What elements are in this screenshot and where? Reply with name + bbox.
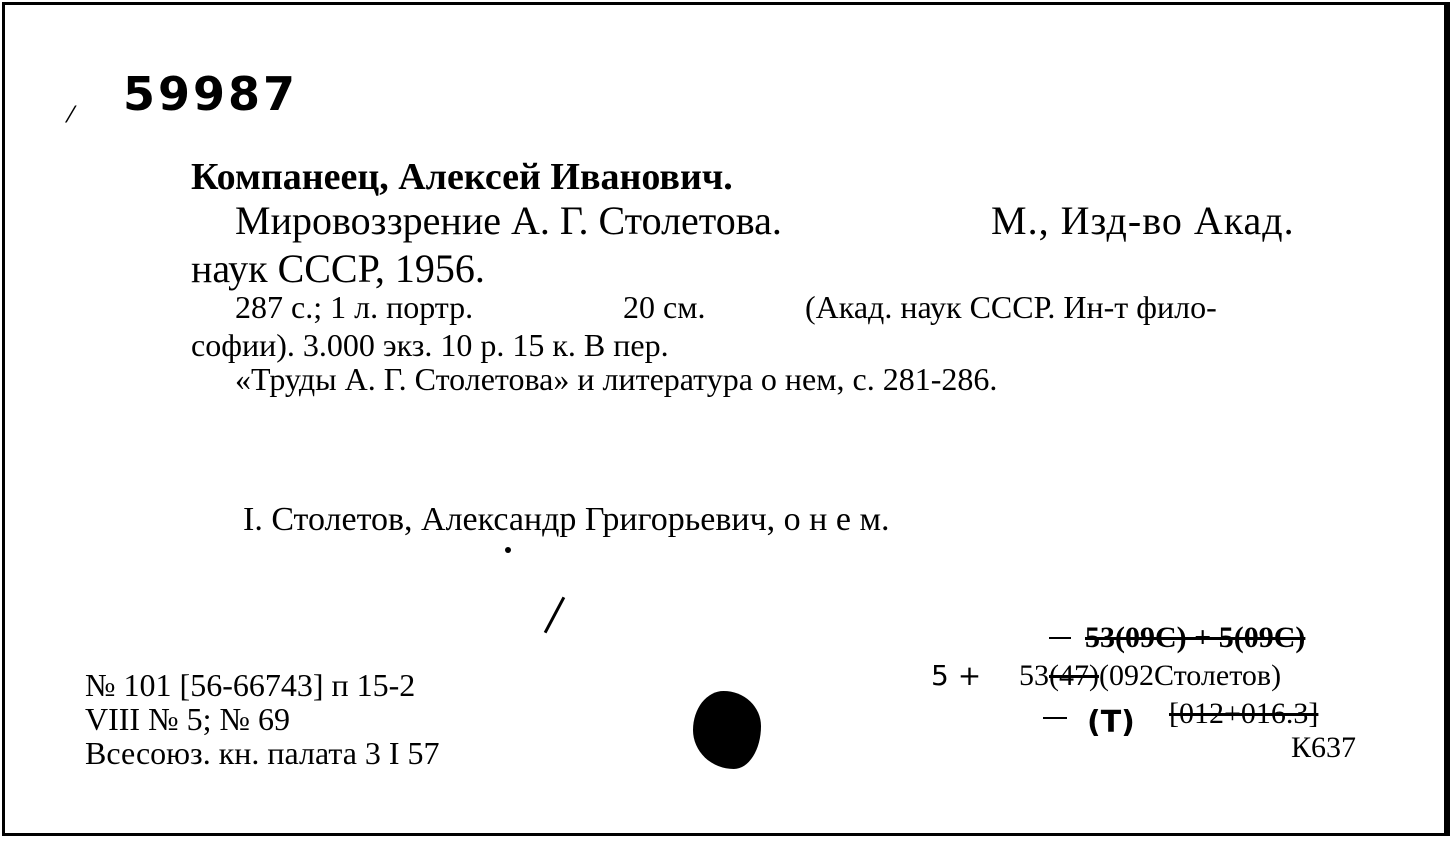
slash-mark [544, 597, 565, 634]
classification-line-1: 53(09С) + 5(09С) [1085, 621, 1306, 654]
bracket-mark-top [1049, 637, 1071, 639]
pages: 287 с.; 1 л. портр. [235, 289, 474, 325]
handwritten-mark: 5 + [931, 659, 982, 692]
footer-line-3: Всесоюз. кн. палата 3 I 57 [85, 735, 440, 771]
footer-line-1: № 101 [56-66743] п 15-2 [85, 667, 416, 703]
struck-47: (47) [1049, 659, 1099, 692]
classification-53: 53 [1019, 659, 1049, 692]
classification-line-3: [012+016.3] [1169, 697, 1319, 730]
classification-line-2 [1019, 659, 1281, 693]
ink-blot [693, 691, 761, 769]
bibliography-note: «Труды А. Г. Столетова» и литература о нем, с. 281-286. [235, 361, 998, 397]
size: 20 см. [623, 289, 706, 325]
dot-mark [505, 547, 511, 553]
imprint-line-1: М., Изд-во Акад. [991, 198, 1295, 243]
classification-line-4: К637 [1291, 731, 1357, 764]
title-line-1: Мировоззрение А. Г. Столетова. [235, 198, 782, 243]
footer-line-2: VIII № 5; № 69 [85, 701, 291, 737]
series-line-2: софии). 3.000 экз. 10 р. 15 к. В пер. [191, 327, 669, 363]
catalog-card [2, 2, 1450, 836]
series-line-1: (Акад. наук СССР. Ин-т фило- [805, 289, 1217, 325]
handwritten-t-mark: (Т) [1087, 705, 1135, 740]
classification-092: (092Столетов) [1098, 659, 1282, 692]
author-heading: Компанеец, Алексей Иванович. [191, 156, 733, 198]
bracket-mark-bottom [1043, 717, 1067, 719]
margin-mark: ⁄ [69, 103, 73, 128]
subject-entry: I. Столетов, Александр Григорьевич, о н е м. [243, 501, 890, 538]
handwritten-inventory-number: 59987 [123, 67, 299, 121]
title-line-2: наук СССР, 1956. [191, 246, 485, 291]
